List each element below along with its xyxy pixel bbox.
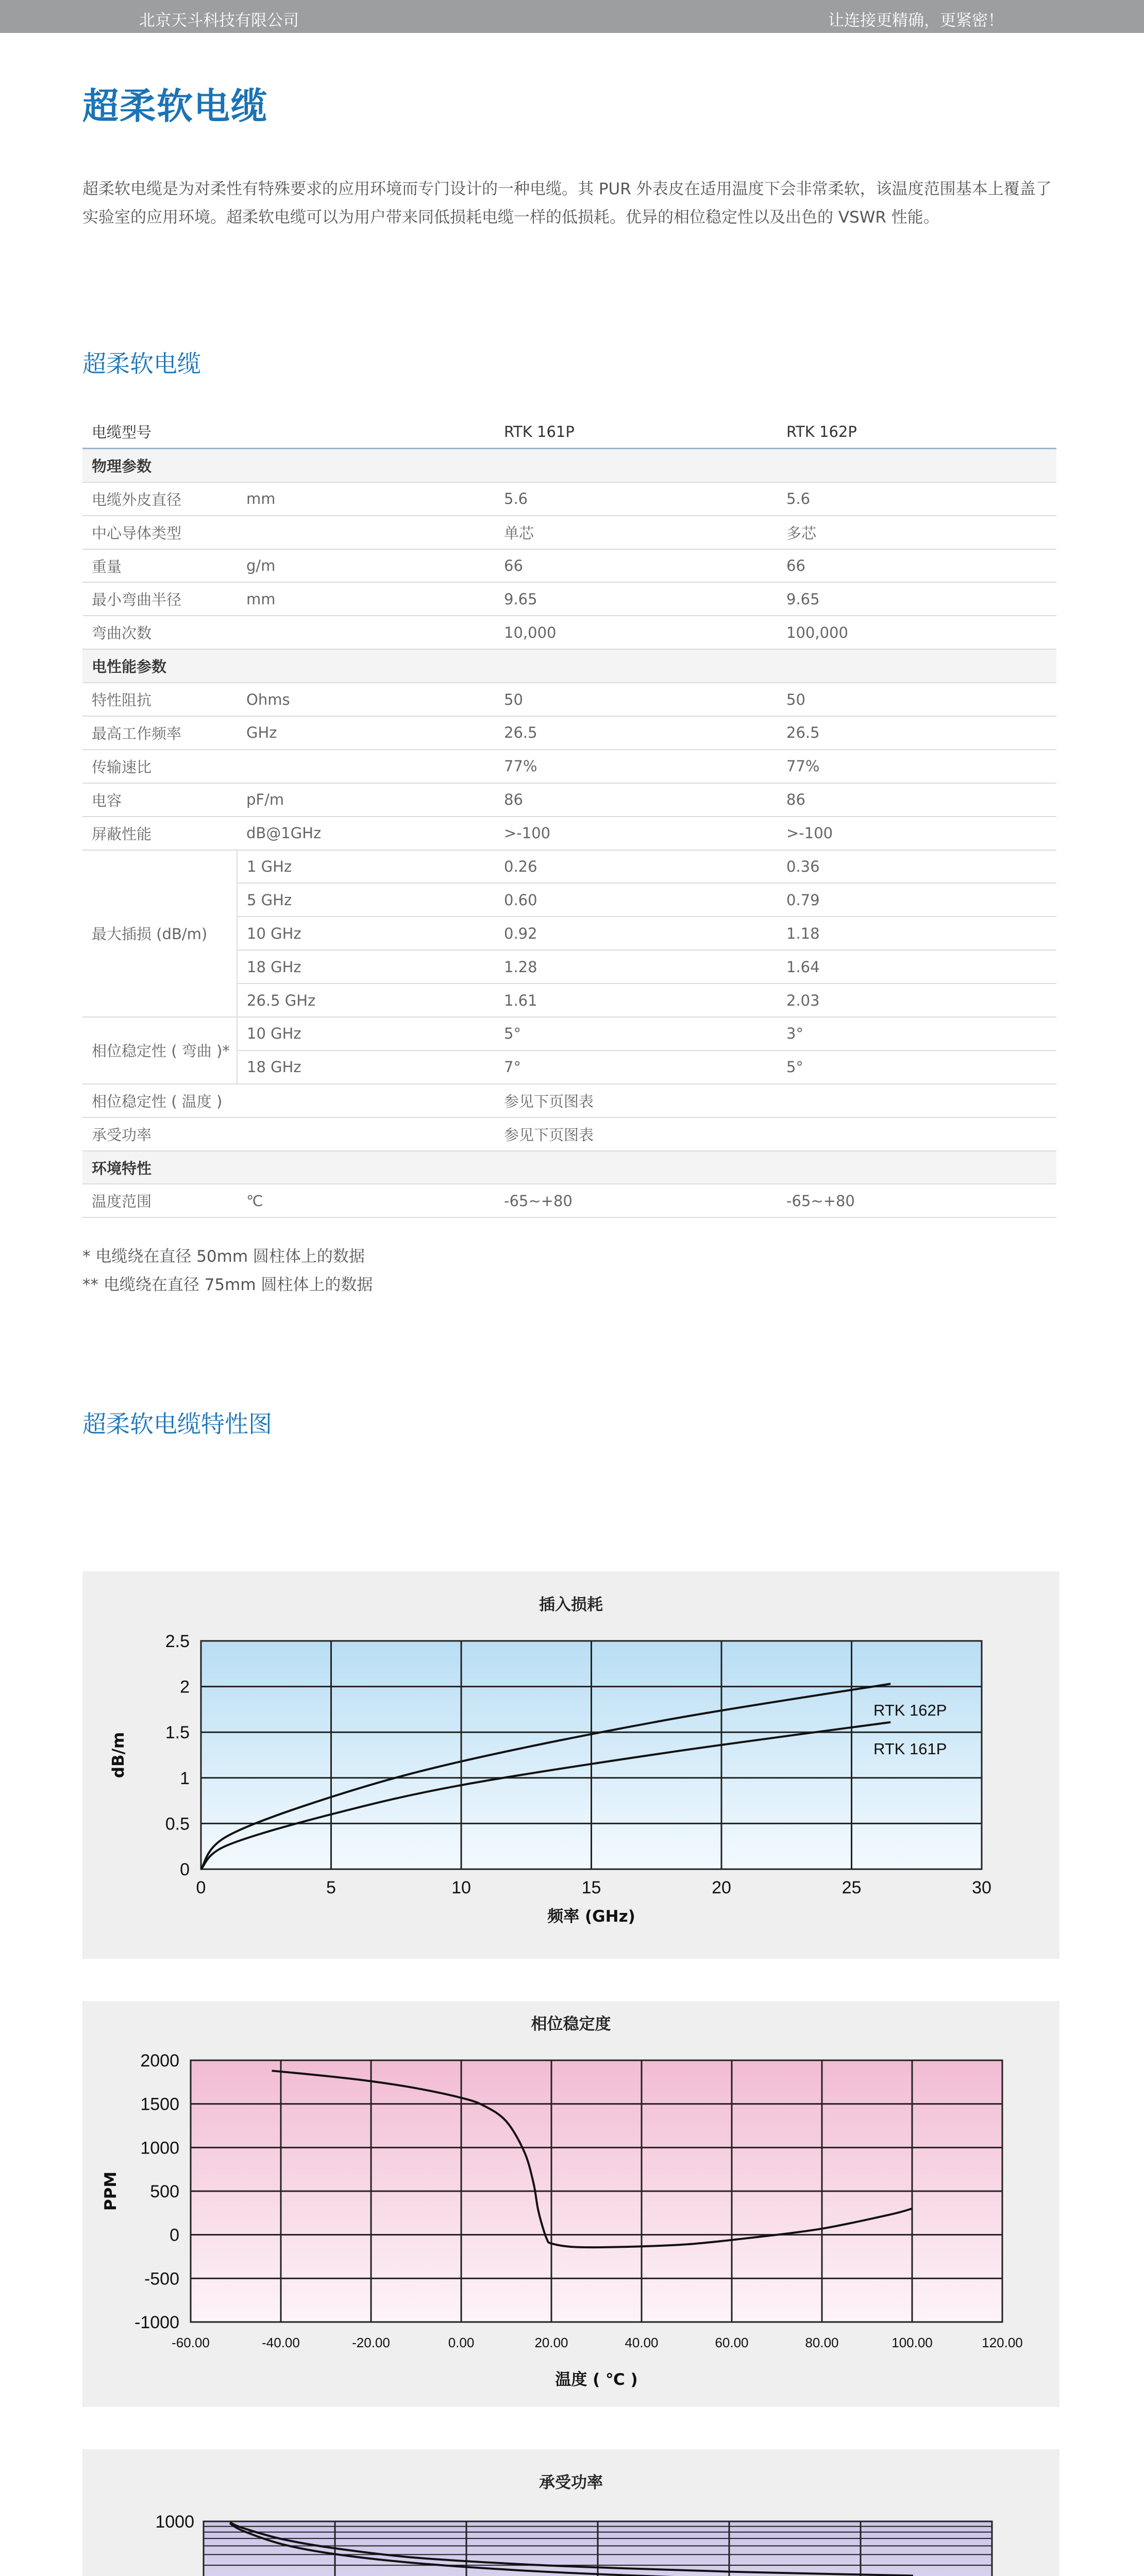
y-tick-label: 1.5 <box>165 1723 190 1743</box>
group-row-physical: 物理参数 <box>82 449 1056 482</box>
legend-label: RTK 161P <box>873 1740 947 1758</box>
power-handling-chart <box>82 2449 1059 2576</box>
y-tick-label: 1000 <box>155 2512 194 2532</box>
header-col-rtk161p: RTK 161P <box>495 415 777 449</box>
header-label: 电缆型号 <box>82 415 495 449</box>
x-tick-label: 5 <box>326 1878 336 1897</box>
x-tick-label: 25 <box>842 1878 862 1897</box>
power-handling-svg <box>82 2449 1059 2576</box>
table-header-row <box>82 415 1056 449</box>
y-axis-label: dB/m <box>109 1732 128 1778</box>
phase-bend-label: 相位稳定性 ( 弯曲 )* <box>82 1017 237 1084</box>
charts-section-title: 超柔软电缆特性图 <box>82 1410 272 1438</box>
y-tick-label: 0 <box>170 2225 179 2245</box>
header-company: 北京天斗科技有限公司 <box>139 11 299 30</box>
table-row: 最大插损 (dB/m) 1 GHz 0.26 0.36 <box>82 850 1056 884</box>
y-tick-label: 2.5 <box>165 1632 190 1651</box>
table-row: 屏蔽性能 dB@1GHz >-100 >-100 <box>82 817 1056 850</box>
table-row: 中心导体类型 单芯 多芯 <box>82 516 1056 549</box>
x-tick-label: -20.00 <box>352 2335 390 2350</box>
x-tick-label: 15 <box>581 1878 601 1897</box>
x-tick-label: 120.00 <box>982 2335 1023 2350</box>
y-tick-label: 0 <box>180 1860 190 1879</box>
y-tick-label: 2000 <box>140 2051 179 2071</box>
insertion-loss-chart <box>82 1571 1059 1959</box>
x-tick-label: 0 <box>196 1878 206 1897</box>
top-bar <box>0 0 1144 33</box>
loss-label: 最大插损 (dB/m) <box>82 850 237 1017</box>
x-axis-label: 频率 (GHz) <box>547 1907 635 1926</box>
y-tick-label: 1000 <box>140 2138 179 2158</box>
table-row: 电缆外皮直径 mm 5.6 5.6 <box>82 482 1056 516</box>
x-tick-label: 80.00 <box>805 2335 839 2350</box>
chart-title: 承受功率 <box>539 2473 603 2492</box>
x-tick-label: 30 <box>972 1878 991 1897</box>
table-section-title: 超柔软电缆 <box>82 350 201 378</box>
footnotes <box>82 1243 373 1299</box>
y-tick-label: -1000 <box>134 2313 179 2332</box>
table-row: 承受功率 参见下页图表 <box>82 1117 1056 1151</box>
insertion-loss-svg <box>82 1571 1059 1959</box>
phase-stability-svg <box>82 2001 1059 2407</box>
group-row-electrical: 电性能参数 <box>82 649 1056 683</box>
table-row: 5 GHz 0.60 0.79 <box>82 883 1056 917</box>
intro-paragraph: 超柔软电缆是为对柔性有特殊要求的应用环境而专门设计的一种电缆。其 PUR 外表皮在适用温度下会非常柔软，该温度范围基本上覆盖了实验室的应用环境。超柔软电缆可以为用户带来同低损耗电缆一样的低损耗。优异的相位稳定性以及出色的 VSWR 性能。 <box>82 180 1052 227</box>
x-tick-label: 0.00 <box>448 2335 475 2350</box>
x-tick-label: -40.00 <box>262 2335 300 2350</box>
table-row: 10 GHz 0.92 1.18 <box>82 917 1056 950</box>
table-row: 最高工作频率 GHz 26.5 26.5 <box>82 716 1056 750</box>
y-tick-label: 2 <box>180 1677 190 1697</box>
table-row: 相位稳定性 ( 弯曲 )* 10 GHz 5° 3° <box>82 1017 1056 1050</box>
x-tick-label: 40.00 <box>625 2335 659 2350</box>
spec-table <box>82 415 1056 1218</box>
table-row: 相位稳定性 ( 温度 ) 参见下页图表 <box>82 1084 1056 1117</box>
y-tick-label: 500 <box>150 2182 179 2201</box>
table-row: 18 GHz 7° 5° <box>82 1050 1056 1084</box>
table-row: 最小弯曲半径 mm 9.65 9.65 <box>82 582 1056 616</box>
table-row: 温度范围 ℃ -65~+80 -65~+80 <box>82 1184 1056 1217</box>
chart-title: 相位稳定度 <box>531 2015 611 2033</box>
x-tick-label: 20 <box>712 1878 731 1897</box>
table-row: 弯曲次数 10,000 100,000 <box>82 616 1056 649</box>
table-row: 电容 pF/m 86 86 <box>82 783 1056 817</box>
header-slogan: 让连接更精确，更紧密！ <box>828 11 1004 30</box>
header-col-rtk162p: RTK 162P <box>777 415 1056 449</box>
table-row: 26.5 GHz 1.61 2.03 <box>82 984 1056 1017</box>
x-tick-label: 100.00 <box>891 2335 933 2350</box>
y-axis-label: PPM <box>102 2171 120 2211</box>
x-tick-label: -60.00 <box>172 2335 210 2350</box>
table-row: 18 GHz 1.28 1.64 <box>82 950 1056 984</box>
y-tick-label: 1 <box>180 1768 190 1788</box>
group-row-environment: 环境特性 <box>82 1151 1056 1184</box>
x-axis-label: 温度 ( ℃ ) <box>555 2370 638 2389</box>
x-tick-label: 10 <box>451 1878 471 1897</box>
legend-label: RTK 162P <box>873 1701 947 1719</box>
footnote-1: * 电缆绕在直径 50mm 圆柱体上的数据 <box>82 1247 365 1266</box>
x-tick-label: 20.00 <box>534 2335 568 2350</box>
table-row: 特性阻抗 Ohms 50 50 <box>82 683 1056 716</box>
phase-stability-chart <box>82 2001 1059 2407</box>
table-row: 重量 g/m 66 66 <box>82 549 1056 583</box>
x-tick-label: 60.00 <box>715 2335 749 2350</box>
y-tick-label: 1500 <box>140 2094 179 2114</box>
y-tick-label: 0.5 <box>165 1814 190 1834</box>
page-title: 超柔软电缆 <box>82 85 268 127</box>
y-tick-label: -500 <box>144 2269 179 2289</box>
footnote-2: ** 电缆绕在直径 75mm 圆柱体上的数据 <box>82 1276 373 1294</box>
table-row: 传输速比 77% 77% <box>82 750 1056 783</box>
chart-title: 插入损耗 <box>539 1596 603 1614</box>
